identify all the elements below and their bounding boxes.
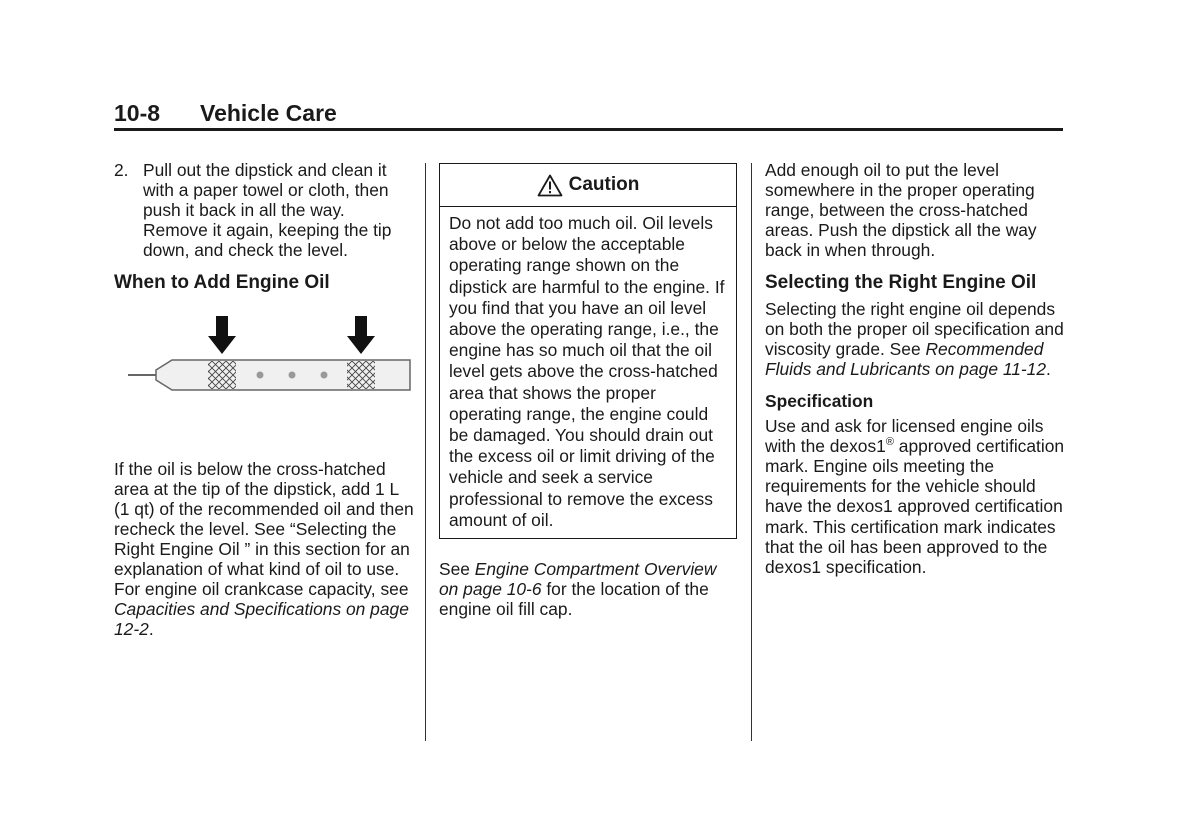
column-divider xyxy=(425,163,426,741)
column-left xyxy=(114,160,414,639)
header-rule xyxy=(114,128,1063,131)
down-arrow-icon xyxy=(347,316,375,354)
specification-paragraph: Use and ask for licensed engine oils with the dexos1® approved certification mark. Engine oils meeting the requirements for the vehicle should have the dexos1 approved certification mark. This certification mark indicates that the oil has been approved to the dexos1 specification. xyxy=(765,416,1065,577)
specification-heading: Specification xyxy=(765,390,874,411)
caution-header xyxy=(440,164,736,207)
section-title: Vehicle Care xyxy=(200,100,337,126)
down-arrow-icon xyxy=(208,316,236,354)
column-right xyxy=(765,160,1065,577)
add-oil-paragraph: If the oil is below the cross-hatched area at the tip of the dipstick, add 1 L (1 qt) of the recommended oil and then recheck the level. See “Selecting the Right Engine Oil ” in this section for an explanation of what kind of oil to use. For engine oil crankcase capacity, see Capacities and Specifications on page 12-2. xyxy=(114,458,414,640)
step-2 xyxy=(114,160,414,260)
when-to-add-heading: When to Add Engine Oil xyxy=(114,272,330,294)
add-enough-oil-paragraph: Add enough oil to put the level somewhere in the proper operating range, between the cross-hatched areas. Push the dipstick all the way back in when through. xyxy=(765,160,1037,261)
selecting-oil-heading: Selecting the Right Engine Oil xyxy=(765,272,1037,294)
capacities-link: Capacities and Specifications on page 12-2 xyxy=(114,599,409,640)
warning-triangle-icon xyxy=(537,174,563,197)
selecting-oil-paragraph: Selecting the right engine oil depends on both the proper oil specification and viscosity grade. See Recommended Fluids and Lubricants on page 11-12. xyxy=(765,298,1064,379)
column-divider xyxy=(751,163,752,741)
caution-title: Caution xyxy=(568,173,640,195)
recommended-fluids-link: Recommended Fluids and Lubricants on page 11-12 xyxy=(765,338,1047,379)
caution-box xyxy=(439,163,737,539)
page-number: 10-8 xyxy=(114,100,161,126)
dipstick-illustration xyxy=(114,312,414,437)
engine-compartment-link: Engine Compartment Overview on page 10-6 xyxy=(439,559,717,600)
fill-cap-paragraph: See Engine Compartment Overview on page 10-6 for the location of the engine oil fill cap. xyxy=(439,559,717,620)
column-middle xyxy=(439,160,739,619)
page-header xyxy=(114,100,337,127)
step-number: 2. xyxy=(114,160,129,180)
caution-text: Do not add too much oil. Oil levels above or below the acceptable operating range shown on the dipstick are harmful to the engine. If you find that you have an oil level above the operating range, i.e., the engine has so much oil that the oil level gets above the cross-hatched area that shows the proper operating range, the engine could be damaged. You should drain out the excess oil or limit driving of the vehicle and seek a service professional to remove the excess amount of oil. xyxy=(449,213,725,530)
step-text: Pull out the dipstick and clean it with a paper towel or cloth, then push it back in all the way. Remove it again, keeping the tip down, and check the level. xyxy=(143,160,392,261)
